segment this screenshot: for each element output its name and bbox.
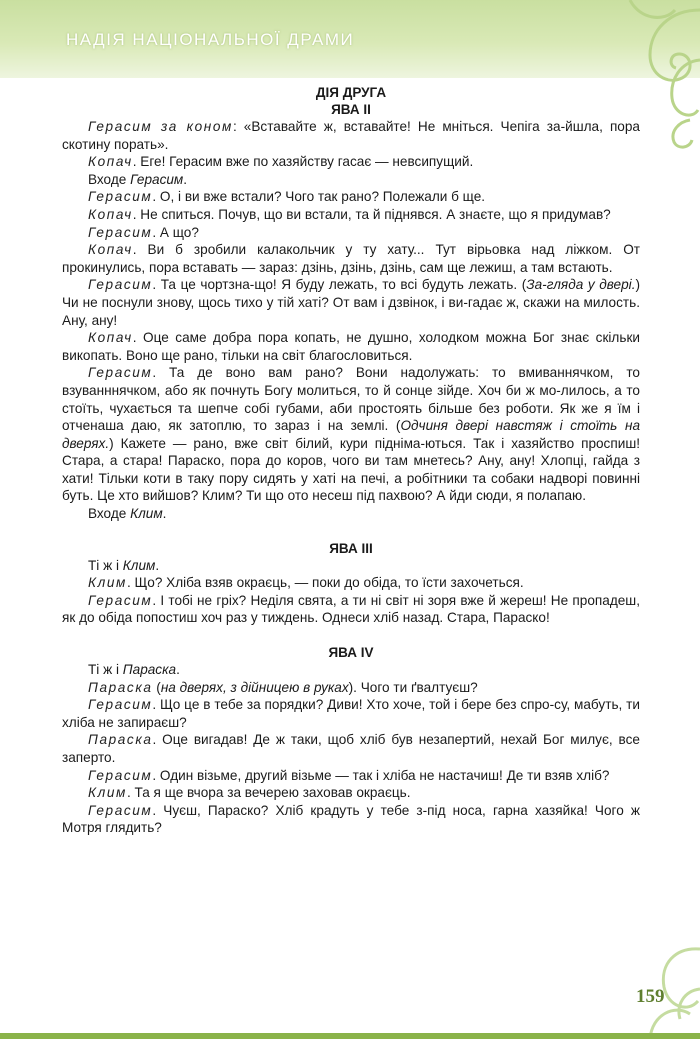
speech-text: . Ви б зробили калакольчик у ту хату... Тут вірьовка над ліжком. От прокинулись, пора вставать — зараз: дзінь, дзінь, дзінь, сам ще лежиш, а там встають. — [62, 242, 640, 275]
dialogue-paragraph — [62, 731, 640, 766]
scenes-container — [62, 101, 640, 837]
dialogue-paragraph — [62, 329, 640, 364]
speaker-name: Копач — [88, 330, 133, 346]
speaker-name: Герасим — [88, 189, 153, 205]
speech-text: . І тобі не гріх? Неділя свята, а ти ні світ ні зоря вже й жереш! Не пропадеш, як до обіда попостиш хоч раз у тиждень. Однеси хліб назад. Стара, Параско! — [62, 592, 640, 626]
stage-direction-text: Входе — [88, 506, 131, 522]
dialogue-paragraph — [62, 241, 640, 276]
dialogue-paragraph — [62, 364, 640, 505]
speech-text: . Чуєш, Параско? Хліб крадуть у тебе з-під носа, гарна хазяйка! Чого ж Мотря глядить? — [62, 802, 640, 836]
scene-title: ЯВА III — [329, 540, 373, 556]
speaker-name: Параска — [88, 679, 153, 695]
speaker-name: Герасим — [88, 697, 153, 713]
speech-text: . А що? — [152, 224, 199, 240]
dialogue-paragraph — [62, 802, 640, 837]
dialogue-paragraph — [62, 661, 640, 679]
stage-direction-text: . — [183, 171, 188, 187]
act-title: ДІЯ ДРУГА — [315, 85, 387, 100]
dialogue-paragraph — [62, 784, 640, 802]
speaker-name: Герасим — [88, 767, 153, 783]
speaker-name: Копач — [88, 154, 133, 170]
dialogue-paragraph — [62, 171, 640, 189]
speech-text: ) Кажете — рано, вже світ білий, кури підніма-ються. Так і хазяйство проспиш! Стара, а стара! Параско, пора до коров, чого ви там мнетесь? Ану, ану! Хлопці, гайда з хати! Тільки коти в таку пору сидять у хаті на печі, а робітники та собаки надворі повинні буть. Це хто вийшов? Клим? Ти що ото несеш під пахвою? А йди сюди, я полапаю. — [62, 435, 640, 504]
dialogue-paragraph — [62, 118, 640, 153]
remark-italic: на дверях, з дійницею в руках — [160, 679, 349, 695]
speech-text: . Та я ще вчора за вечерею заховав окраєць. — [126, 785, 411, 801]
stage-direction-text: Ті ж і — [88, 662, 123, 678]
running-header: НАДІЯ НАЦІОНАЛЬНОЇ ДРАМИ — [66, 30, 355, 49]
speech-text: . Оце вигадав! Де ж таки, щоб хліб був незапертий, нехай Бог милує, все заперто. — [62, 732, 640, 765]
page-number: 159 — [636, 986, 665, 1007]
speech-text: . Що це в тебе за порядки? Диви! Хто хоче, той і бере без спро-су, мабуть, ти хліба не запираєш? — [62, 697, 640, 730]
stage-direction-text: Входе — [88, 171, 131, 187]
remark-italic: Одчиня двері навстяж і стоїть на дверях. — [62, 418, 640, 451]
dialogue-paragraph — [62, 696, 640, 731]
dialogue-paragraph — [62, 557, 640, 575]
speaker-name: Герасим — [88, 365, 153, 381]
dialogue-paragraph — [62, 224, 640, 242]
speaker-name: Копач — [88, 242, 133, 258]
speaker-name: Герасим — [88, 277, 153, 293]
dialogue-paragraph — [62, 767, 640, 785]
dialogue-paragraph — [62, 276, 640, 329]
scene-title: ЯВА II — [331, 102, 371, 117]
dialogue-paragraph — [62, 206, 640, 224]
character-name-italic: Клим — [130, 506, 163, 522]
character-name-italic: Параска — [122, 662, 177, 678]
speaker-name: Герасим за коном — [88, 119, 233, 134]
speech-text: . Та це чортзна-що! Я буду лежать, то всі будуть лежать. ( — [152, 277, 527, 293]
speech-text: ( — [152, 679, 161, 695]
character-name-italic: Герасим — [130, 171, 184, 187]
speech-text: ). Чого ти ґвалтуєш? — [348, 679, 478, 695]
dialogue-paragraph — [62, 153, 640, 171]
speaker-name: Клим — [88, 575, 127, 591]
speaker-name: Герасим — [88, 224, 153, 240]
speech-text: : «Вставайте ж, вставайте! Не мніться. Чепіга за-йшла, пора скотину порать». — [62, 119, 640, 152]
speaker-name: Клим — [88, 785, 127, 801]
speech-text: . Еге! Герасим вже по хазяйству гасає — невсипущий. — [132, 154, 474, 170]
speech-text: . Що? Хліба взяв окраєць, — поки до обіда, то їсти захочеться. — [126, 575, 524, 591]
dialogue-paragraph — [62, 505, 640, 523]
stage-direction-text: . — [155, 557, 160, 573]
decorative-swirl-bottom-icon — [580, 929, 700, 1039]
character-name-italic: Клим — [122, 557, 156, 573]
dialogue-paragraph — [62, 188, 640, 206]
stage-direction-text: . — [162, 506, 167, 522]
speech-text: ) Чи не поснули знову, щось тихо у тій хаті? От вам і дзвінок, і ви-гадає ж, скажи на милость. Ану, ану! — [62, 277, 641, 328]
stage-direction-text: Ті ж і — [88, 557, 123, 573]
page-content — [62, 84, 640, 837]
dialogue-paragraph — [62, 592, 640, 627]
speech-text: . Та де воно вам рано? Вони надолужать: то вмиваннячком, то взуванннячком, або як почнуть Богу молиться, то й сонце зійде. Хоч би ж мо-лилось, а то стоїть, чухається та шепче собі губами, аби простоять більше без роботи. Як же я їм і отченаша даю, як затоплю, то зараз і на землі. ( — [62, 365, 640, 434]
speaker-name: Копач — [88, 206, 133, 222]
section-spacer — [62, 523, 640, 540]
footer-line — [0, 1033, 700, 1039]
speech-text: . Оце саме добра пора копать, не душно, холодком можна Бог знає скільки викопать. Воно ще рано, тільки на світ благословиться. — [62, 330, 640, 363]
speech-text: . Не спиться. Почув, що ви встали, та й піднявся. А знаєте, що я придумав? — [132, 206, 611, 222]
section-spacer — [62, 627, 640, 644]
scene-title: ЯВА IV — [328, 645, 374, 661]
remark-italic: За-гляда у двері. — [526, 277, 636, 293]
speech-text: . Один візьме, другий візьме — так і хліба не настачиш! Де ти взяв хліб? — [152, 767, 610, 783]
speaker-name: Герасим — [88, 592, 153, 608]
speech-text: . О, і ви вже встали? Чого так рано? Полежали б ще. — [152, 189, 486, 205]
dialogue-paragraph — [62, 679, 640, 697]
stage-direction-text: . — [176, 662, 180, 678]
speaker-name: Параска — [88, 732, 153, 748]
speaker-name: Герасим — [88, 802, 153, 818]
dialogue-paragraph — [62, 574, 640, 592]
